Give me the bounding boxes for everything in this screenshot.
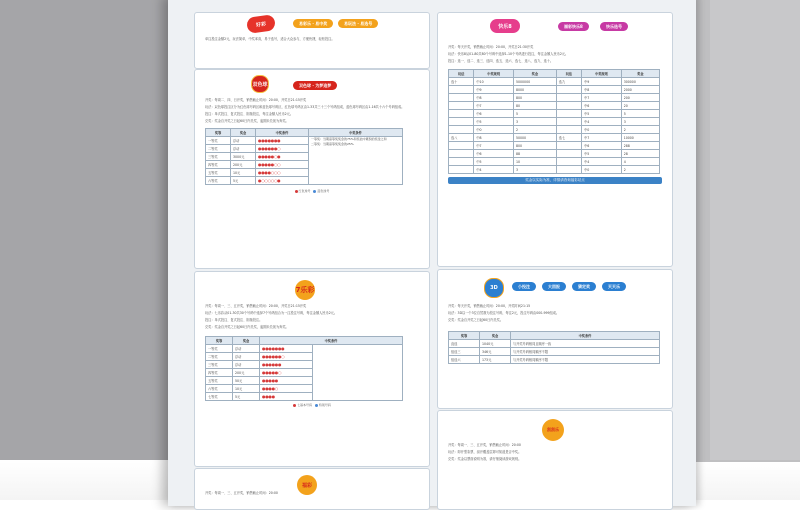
3d-pill-3: 猜定奖 (572, 282, 596, 291)
qilecai-text: 开奖：每周一、三、五开奖，销售截止时间：20:00，开奖日21:15开奖 玩法：七乐彩从01-30共30个号码中选择7个号码组合为一注投注号码，每注金额人民币2元。 投注：单式投注、复式投注、胆拖投注。 兑奖：奖金自开奖之日起60日内兑奖，逾期未兑视为弃奖。 (205, 304, 338, 329)
bottom-left-text: 开奖：每周一、三、五开奖，销售截止时间：20:00 (205, 491, 278, 495)
table-row: 中4 3 中0 2 (449, 166, 660, 174)
kuaile8-header (438, 13, 672, 39)
guaguale-logo-icon: 刮刮乐 (542, 419, 564, 441)
table-row: 六等奖 10元 ●●●●○ (206, 385, 403, 393)
3d-header (438, 270, 672, 298)
background-right-shadow (710, 0, 800, 460)
table-row: 三等奖 3000元 ●●●●●○● (206, 153, 403, 161)
table-row: 组选三 346元 与开奖号码相同顺序不限 (449, 348, 660, 356)
3d-table-wrap (438, 325, 672, 364)
3d-pill-4: 天天乐 (602, 282, 626, 291)
table-row: 二等奖 浮动 ●●●●●●○ (206, 145, 403, 153)
3d-prize-table (448, 331, 660, 364)
panel-kuaile8 (437, 12, 673, 267)
table-row: 选十 中10 5000000 选九 中9 300000 (449, 78, 660, 86)
haocai-logo-icon: 好彩 (246, 14, 276, 34)
table-row: 中0 2 中0 2 (449, 126, 660, 134)
qilecai-legend: 七基本号码 特别号码 (195, 403, 429, 407)
panel-guaguale (437, 410, 673, 510)
kuaile8-pill-1: 福彩快乐8 (558, 22, 589, 31)
red-ball-icon (295, 190, 298, 193)
guaguale-text: 开奖：每周一、三、五开奖，销售截止时间：20:00 玩法：即开型彩票，刮开覆盖层即可知道是否中奖。 兑奖：奖金以票面说明为准，请仔细阅读游戏规则。 (448, 443, 522, 461)
table-row: 一等奖 浮动 ●●●●●●● 一等奖：当期高等奖奖金的75%和奖池中累积的奖金之和 二等奖：当期高等奖奖金的25% (206, 137, 403, 145)
kuaile8-pill-2: 快乐选号 (600, 22, 628, 31)
bottom-left-logo-icon: 福彩 (297, 475, 317, 495)
table-row: 中5 10 中4 4 (449, 158, 660, 166)
qilecai-header (195, 272, 429, 304)
3d-text: 开奖：每天开奖，销售截止时间：20:00，开奖时间21:15 玩法：3D以一个3位自然数为投注号码，每注2元，投注号码由000-999组成。 兑奖：奖金自开奖之日起60日内兑奖。 (448, 304, 560, 322)
table-row: 六等奖 5元 ●○○○○○● (206, 177, 403, 185)
table-header-row: 奖等 奖金 中奖条件 (449, 332, 660, 340)
table-header-row: 奖等 奖金 中奖条件 (206, 337, 403, 345)
kuaile8-banner: 奖金以实际为准，详情请咨询福彩站点 (448, 177, 662, 184)
kuaile8-logo-icon: 快乐8 (490, 19, 520, 33)
table-row: 中8 800 中7 200 (449, 94, 660, 102)
table-row: 中6 5 中5 5 (449, 110, 660, 118)
blue-ball-icon (313, 190, 316, 193)
panel-intro-header (195, 13, 429, 31)
shuangseqiu-legend: 红色球号 蓝色球号 (195, 189, 429, 193)
table-row: 一等奖 浮动 ●●●●●●● (206, 345, 403, 353)
table-header-row: 玩法 中奖规则 奖金 玩法 中奖规则 奖金 (449, 70, 660, 78)
panel-3d (437, 269, 673, 409)
table-row: 组选六 173元 与开奖号码相同顺序不限 (449, 356, 660, 364)
panel-shuangseqiu (194, 69, 430, 269)
table-row: 中5 3 中4 3 (449, 118, 660, 126)
bottom-left-header (195, 469, 429, 491)
table-row: 中7 80 中6 20 (449, 102, 660, 110)
kuaile8-prize-table (448, 69, 660, 174)
shuangseqiu-text: 开奖：每周二、四、日开奖，销售截止时间：20:00，开奖日21:15开奖 玩法：双色球投注区分为红色球号码区和蓝色球号码区，红色球号码区由1-33共三十三个号码组成，蓝色球号码区由1-16共十六个号码组成。 投注：单式投注、复式投注、胆拖投注，每注金额人民币2元。 兑奖：奖金自开奖之日起60日内兑奖，逾期未兑视为弃奖。 (205, 98, 405, 123)
panel-bottom-left (194, 468, 430, 510)
table-row: 四等奖 200元 ●●●●●○○ (206, 161, 403, 169)
table-row: 二等奖 浮动 ●●●●●●○ (206, 353, 403, 361)
3d-logo-icon: 3D (484, 278, 504, 298)
table-row: 五等奖 50元 ●●●●● (206, 377, 403, 385)
qilecai-prize-table (205, 336, 403, 401)
shuangseqiu-logo-icon: 双色球 (251, 75, 269, 93)
table-row: 三等奖 浮动 ●●●●●● (206, 361, 403, 369)
kuaile8-table-wrap (438, 66, 672, 174)
shuangseqiu-pill: 双色球 · 为梦追梦 (293, 81, 337, 90)
table-row: 中7 800 中6 288 (449, 142, 660, 150)
special-number-icon (315, 404, 318, 407)
table-row: 五等奖 10元 ●●●●○○○ (206, 169, 403, 177)
shuangseqiu-header (195, 70, 429, 94)
intro-pill-1: 易彩乐 · 易中奖 (293, 19, 333, 28)
panel-qilecai (194, 271, 430, 467)
shuangseqiu-prize-table (205, 128, 403, 185)
table-row: 四等奖 200元 ●●●●●○ (206, 369, 403, 377)
table-row: 七等奖 5元 ●●●● (206, 393, 403, 401)
table-row: 中6 88 中5 28 (449, 150, 660, 158)
3d-pill-1: 小投注 (512, 282, 536, 291)
qilecai-table-wrap (195, 332, 429, 401)
table-row: 选八 中8 50000 选七 中7 10000 (449, 134, 660, 142)
basic-number-icon (293, 404, 296, 407)
kuaile8-text: 开奖：每天开奖，销售截止时间：20:00，开奖日21:30开奖 玩法：快乐8从01-80共80个号码中选择1-10个号码进行投注，每注金额人民币2元。 投注：选一、选二、选三、选四、选五、选六、选七、选八、选九、选十。 (448, 45, 569, 63)
3d-pill-2: 大回报 (542, 282, 566, 291)
intro-pill-2: 易玩法 · 易选号 (338, 19, 378, 28)
table-header-row: 奖等 奖金 中奖条件 中奖条件 (206, 129, 403, 137)
table-row: 中9 8000 中8 2000 (449, 86, 660, 94)
shuangseqiu-table-wrap (195, 126, 429, 187)
intro-text: 单注投注金额2元，玩法简单，中奖率高，易于选号，适合大众参与，方便快捷，轻松投注。 (205, 37, 335, 41)
table-row: 直选 1040元 与开奖号码相同且顺序一致 (449, 340, 660, 348)
qilecai-logo-icon: 7乐彩 (295, 280, 315, 300)
guaguale-header (438, 411, 672, 443)
panel-intro (194, 12, 430, 69)
background-left-shadow (0, 0, 170, 460)
